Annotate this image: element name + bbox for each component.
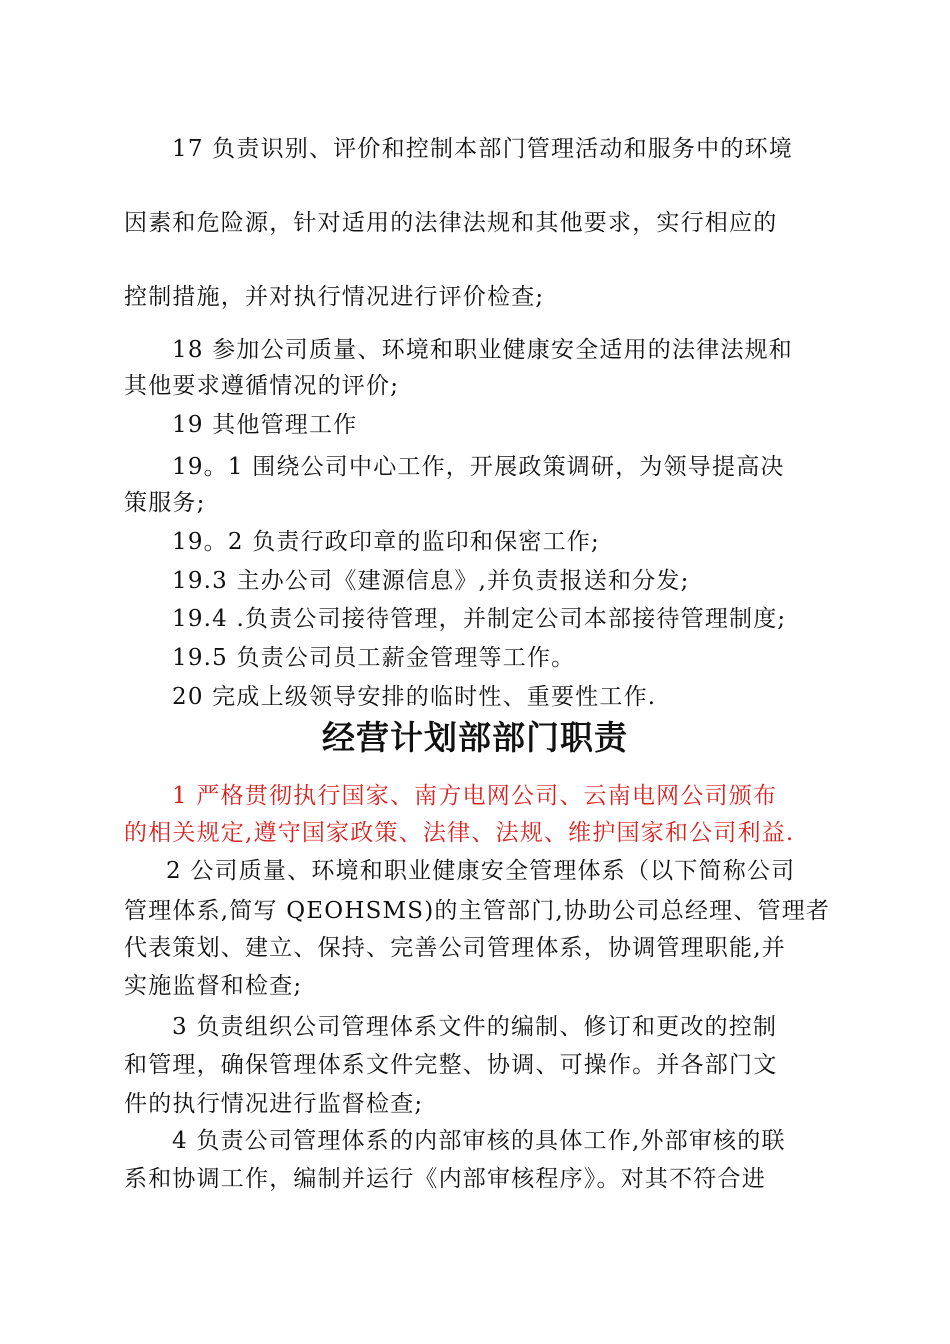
paragraph-20: 20 完成上级领导安排的临时性、重要性工作. [172, 684, 657, 710]
paragraph-19-1-line-1: 19。1 围绕公司中心工作，开展政策调研，为领导提高决 [172, 454, 785, 480]
paragraph-19-1-line-2: 策服务; [124, 490, 206, 516]
paragraph-19-5: 19.5 负责公司员工薪金管理等工作。 [172, 645, 576, 671]
paragraph-18-line-2: 其他要求遵循情况的评价; [124, 373, 400, 399]
section-heading: 经营计划部部门职责 [322, 718, 628, 757]
paragraph-3-line-2: 和管理，确保管理体系文件完整、协调、可操作。并各部门文 [124, 1052, 778, 1078]
paragraph-2-line-4: 实施监督和检查; [124, 973, 303, 999]
paragraph-19-title: 19 其他管理工作 [172, 412, 358, 438]
paragraph-2-line-1: 2 公司质量、环境和职业健康安全管理体系（以下简称公司 [166, 858, 796, 884]
paragraph-3-line-1: 3 负责组织公司管理体系文件的编制、修订和更改的控制 [172, 1014, 778, 1040]
paragraph-2-line-2: 管理体系,简写 QEOHSMS)的主管部门,协助公司总经理、管理者 [124, 898, 831, 924]
paragraph-19-2: 19。2 负责行政印章的监印和保密工作; [172, 529, 600, 555]
paragraph-18-line-1: 18 参加公司质量、环境和职业健康安全适用的法律法规和 [172, 337, 793, 363]
paragraph-17-line-3: 控制措施，并对执行情况进行评价检查; [124, 284, 545, 310]
paragraph-19-3: 19.3 主办公司《建源信息》,并负责报送和分发; [172, 568, 690, 594]
paragraph-19-4: 19.4 .负责公司接待管理，并制定公司本部接待管理制度; [172, 606, 787, 632]
paragraph-2-line-3: 代表策划、建立、保持、完善公司管理体系，协调管理职能,并 [124, 935, 786, 961]
paragraph-17-line-1: 17 负责识别、评价和控制本部门管理活动和服务中的环境 [172, 136, 793, 162]
paragraph-4-line-2: 系和协调工作，编制并运行《内部审核程序》。对其不符合进 [124, 1166, 766, 1192]
paragraph-17-line-2: 因素和危险源，针对适用的法律法规和其他要求，实行相应的 [124, 210, 778, 236]
paragraph-1-line-2: 的相关规定,遵守国家政策、法律、法规、维护国家和公司利益. [124, 820, 795, 846]
paragraph-4-line-1: 4 负责公司管理体系的内部审核的具体工作,外部审核的联 [172, 1128, 786, 1154]
paragraph-3-line-3: 件的执行情况进行监督检查; [124, 1091, 424, 1117]
paragraph-1-line-1: 1 严格贯彻执行国家、南方电网公司、云南电网公司颁布 [172, 783, 778, 809]
